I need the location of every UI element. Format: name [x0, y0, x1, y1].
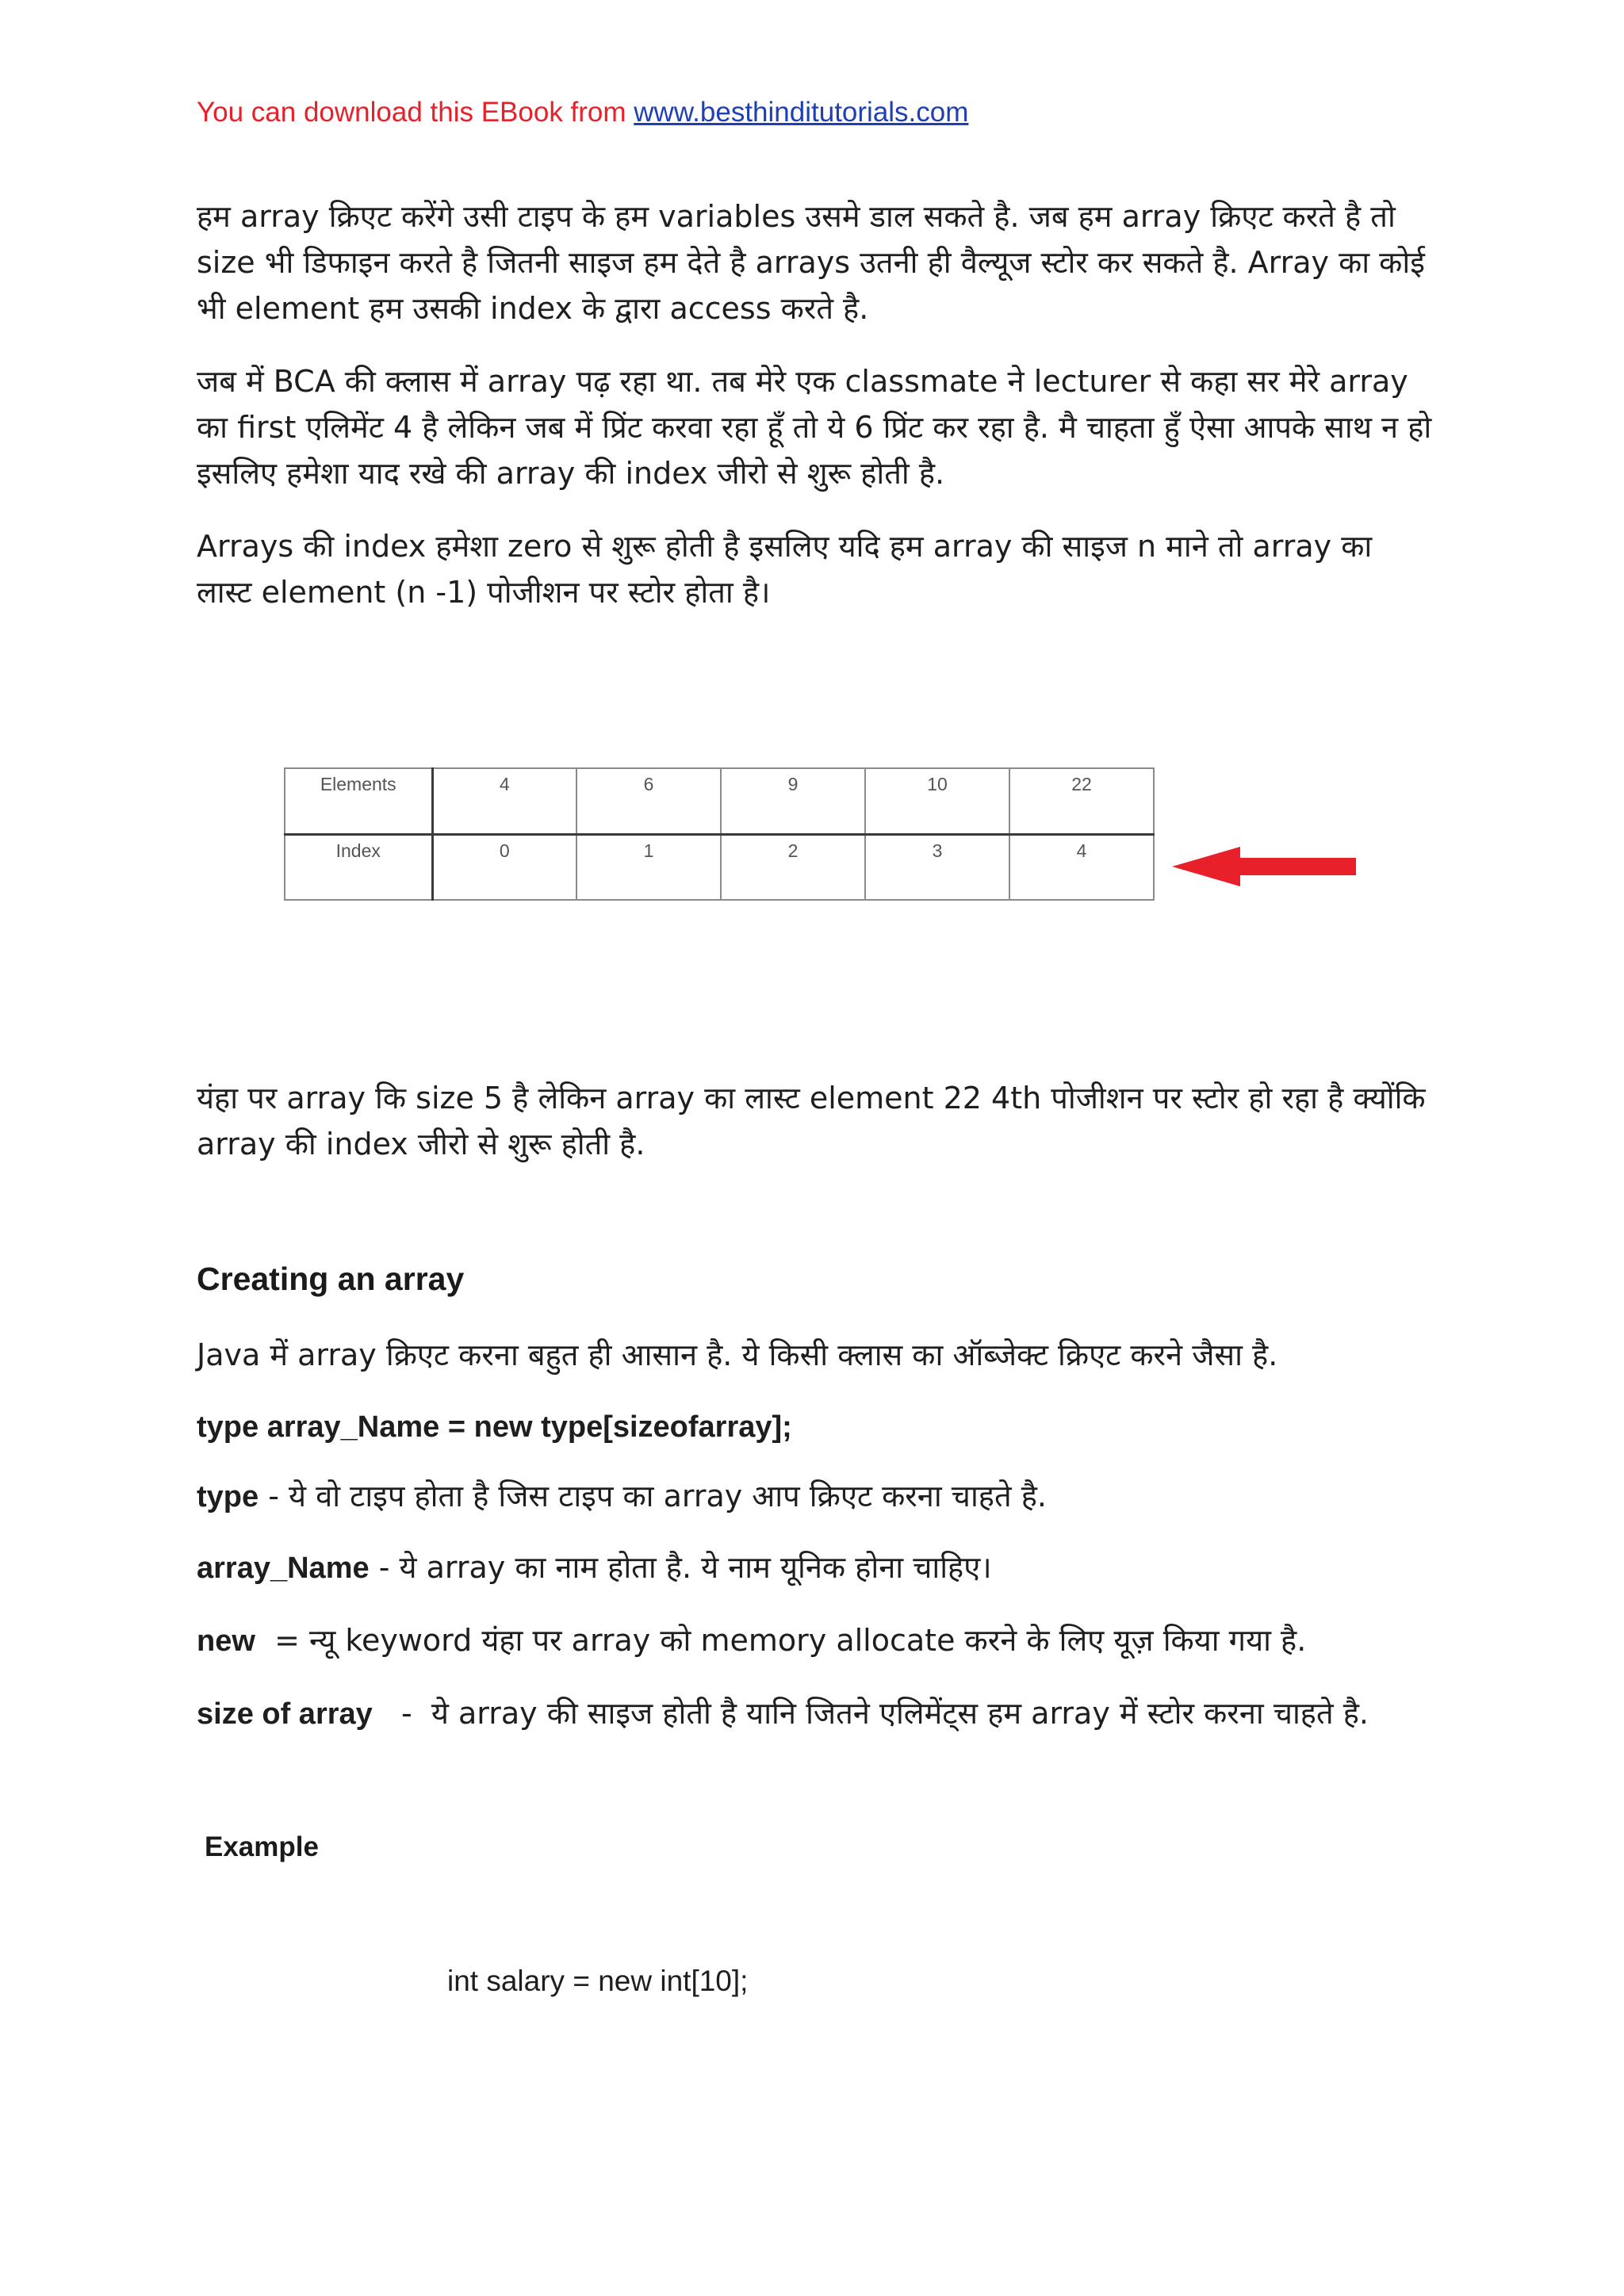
definition-separator: = [255, 1623, 309, 1658]
element-cell: 9 [721, 768, 865, 834]
code-example: int salary = new int[10]; [447, 1965, 749, 1997]
index-cell: 0 [432, 834, 576, 900]
download-notice-text: You can download this EBook from [197, 97, 634, 128]
index-cell: 1 [576, 834, 721, 900]
paragraph-classmate-story: जब में BCA की क्लास में array पढ़ रहा था. तब मेरे एक classmate ने lecturer से कहा सर मेरे array का first एलिमेंट 4 है लेकिन जब में प्रिंट करवा रहा हूँ तो ये 6 प्रिंट कर रहा है. मै चाहता हुँ ऐसा आपके साथ न हो इसलिए हमेशा याद रखे की array की index जीरो से शुरू होती है. [197, 364, 1432, 491]
index-cell: 3 [865, 834, 1009, 900]
definition-new [197, 1617, 1306, 1664]
element-cell: 4 [432, 768, 576, 834]
definition-separator: - [372, 1696, 431, 1731]
definition-separator: - [369, 1550, 400, 1585]
definition-separator: - [259, 1479, 289, 1513]
download-notice [197, 97, 968, 128]
definition-type [197, 1473, 1047, 1520]
row-label-elements: Elements [285, 768, 432, 834]
element-cell: 6 [576, 768, 721, 834]
left-arrow-icon [1172, 847, 1356, 886]
definition-term: size of array [197, 1697, 373, 1731]
paragraph-array-definition: हम array क्रिएट करेंगे उसी टाइप के हम variables उसमे डाल सकते है. जब हम array क्रिएट करते है तो size भी डिफाइन करते है जितनी साइज हम देते है arrays उतनी ही वैल्यूज स्टोर कर सकते है. Array का कोई भी element हम उसकी index के द्वारा access करते है. [197, 199, 1425, 326]
definition-array-name [197, 1544, 992, 1591]
definition-size-of-array [197, 1690, 1369, 1737]
definition-desc: न्यू keyword यंहा पर array को memory allocate करने के लिए यूज़ किया गया है. [308, 1623, 1307, 1658]
definition-desc: ये array की साइज होती है यानि जितने एलिमेंट्स हम array में स्टोर करना चाहते है. [431, 1696, 1369, 1731]
syntax-line [197, 1403, 792, 1450]
element-cell: 22 [1009, 768, 1154, 834]
array-index-table [284, 767, 1155, 901]
row-label-index: Index [285, 834, 432, 900]
index-cell: 4 [1009, 834, 1154, 900]
definition-term: new [197, 1624, 255, 1658]
section-heading: Creating an array [197, 1261, 465, 1297]
table-row-index [285, 834, 1154, 900]
example-label: Example [205, 1831, 319, 1862]
paragraph-size-explanation: यंहा पर array कि size 5 है लेकिन array का लास्ट element 22 4th पोजीशन पर स्टोर हो रहा है क्योंकि array की index जीरो से शुरू होती है. [197, 1081, 1426, 1161]
index-cell: 2 [721, 834, 865, 900]
element-cell: 10 [865, 768, 1009, 834]
definition-term: array_Name [197, 1552, 370, 1585]
table-row-elements [285, 768, 1154, 834]
definition-desc: ये array का नाम होता है. ये नाम यूनिक होना चाहिए। [399, 1550, 992, 1585]
definition-desc: ये वो टाइप होता है जिस टाइप का array आप क्रिएट करना चाहते है. [289, 1479, 1047, 1513]
website-link[interactable]: www.besthinditutorials.com [634, 97, 969, 128]
definition-term: type [197, 1480, 259, 1513]
paragraph-zero-index: Arrays की index हमेशा zero से शुरू होती है इसलिए यदि हम array की साइज n माने तो array का लास्ट element (n -1) पोजीशन पर स्टोर होता है। [197, 529, 1373, 610]
section-intro: Java में array क्रिएट करना बहुत ही आसान है. ये किसी क्लास का ऑब्जेक्ट क्रिएट करने जैसा है. [197, 1337, 1278, 1372]
syntax-text: type array_Name = new type[sizeofarray]; [197, 1410, 792, 1444]
